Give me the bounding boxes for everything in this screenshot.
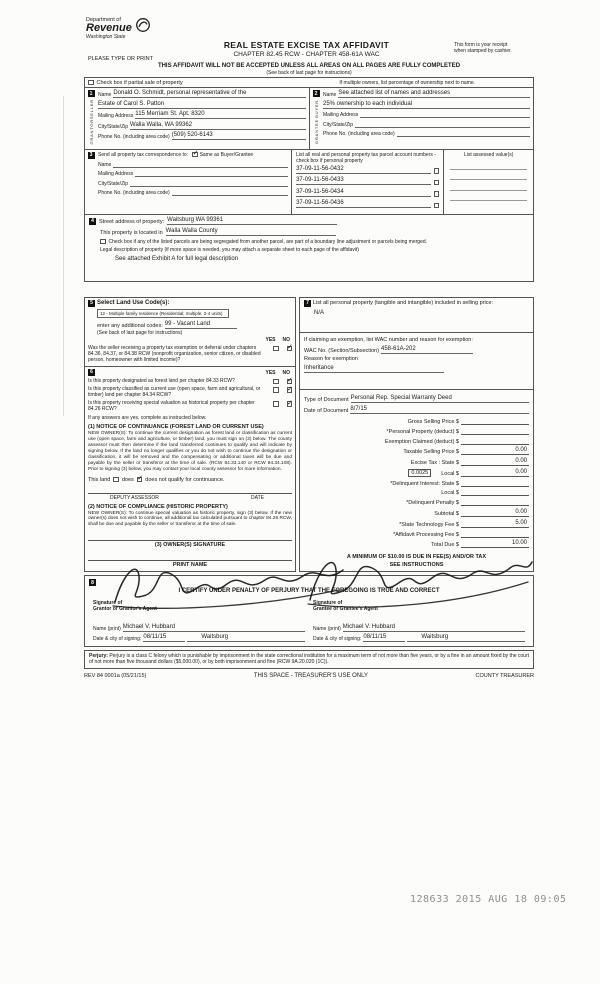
legal-description-value: See attached Exhibit A for full legal description	[115, 255, 239, 262]
corr-phone-value	[172, 189, 288, 196]
grantor-name-print-label: Name (print)	[93, 626, 121, 633]
perjury-lead: Perjury:	[89, 653, 108, 660]
assessed-value-line	[450, 173, 527, 180]
chapter-subtitle: CHAPTER 82.45 RCW - CHAPTER 458-61A WAC	[233, 51, 380, 58]
street-address-label: Street address of property:	[99, 218, 165, 225]
street-address-value: Waitsburg WA 99361	[167, 217, 337, 225]
reason-for-exemption-label: Reason for exemption	[304, 356, 358, 363]
send-correspondence-label: Send all property tax correspondence to:	[98, 151, 189, 158]
seller-section	[85, 88, 309, 149]
seller-city-value: Walla Walla, WA 99362	[130, 122, 306, 130]
taxable-selling-price-label: Taxable Selling Price $	[403, 449, 459, 456]
certification-section	[84, 575, 534, 647]
assessed-value-line	[450, 163, 527, 170]
receipt-note-line1: This form is your receipt	[454, 42, 508, 48]
warning-line: THIS AFFIDAVIT WILL NOT BE ACCEPTED UNLESS ALL AREAS ON ALL PAGES ARE FULLY COMPLETED	[157, 63, 461, 69]
check-icon: ✓	[287, 344, 293, 352]
cashier-receipt-stamp: 128633 2015 AUG 18 09:05	[410, 894, 567, 905]
exemption-claimed-value	[461, 438, 529, 445]
parcel-number-1: 37-09-11-56-0432	[296, 166, 431, 174]
yes-column-label: YES	[265, 369, 276, 376]
wac-number-value: 458-61A-202	[381, 346, 473, 354]
grantor-signing-city: Waitsburg	[187, 634, 305, 642]
seller-side-label: SELLER	[88, 99, 94, 120]
subtotal-label: Subtotal $	[434, 511, 459, 518]
land-use-title: Select Land Use Code(s):	[97, 300, 170, 307]
multiple-owners-note: If multiple owners, list percentage of ownership next to name.	[339, 79, 475, 86]
check-icon: ✓	[287, 377, 293, 385]
delinquent-interest-state-label: *Delinquent Interest: State $	[390, 480, 459, 487]
total-due-value: 10.00	[461, 540, 529, 548]
county-treasurer-label: COUNTY TREASURER	[475, 672, 534, 679]
land-use-section	[84, 297, 296, 367]
grantor-date-city-label: Date & city of signing:	[93, 636, 142, 643]
date-of-document-label: Date of Document	[304, 407, 349, 414]
excise-tax-state-label: Excise Tax : State $	[410, 460, 459, 467]
buyer-city-value	[355, 121, 530, 128]
page-title: REAL ESTATE EXCISE TAX AFFIDAVIT	[223, 40, 390, 50]
current-use-question: Is this property classified as current use (open space, farm and agricultural, or timber) land per chapter 84.34 RCW?	[88, 386, 261, 399]
parcel-1-personal-checkbox[interactable]	[434, 168, 440, 174]
department-of-label: Department of	[86, 17, 121, 23]
seller-city-label: City/State/Zip	[98, 123, 129, 130]
q1-no-checkbox[interactable]	[287, 379, 293, 385]
personal-property-value: N/A	[314, 309, 325, 316]
does-label: does	[121, 476, 134, 483]
form-header	[84, 16, 534, 77]
assessed-value-line	[450, 194, 527, 201]
parcel-row	[296, 166, 439, 174]
buyer-name-value-2: 25% ownership to each individual	[323, 101, 530, 109]
assessed-value-line	[450, 184, 527, 191]
corr-phone-label: Phone No. (including area code)	[98, 190, 170, 197]
grantee-signature-block	[309, 600, 529, 642]
section-8-number: 8	[89, 579, 96, 586]
reet-affidavit-form	[84, 16, 534, 679]
partial-sale-checkbox[interactable]	[88, 80, 94, 86]
buyer-side-label: BUYER	[313, 99, 319, 118]
delinquent-interest-state-value	[461, 480, 529, 487]
seller-phone-value: (509) 520-6143	[172, 132, 306, 140]
corr-name-value	[113, 161, 288, 168]
same-as-buyer-checkbox[interactable]	[192, 152, 198, 158]
grantor-side-label: GRANTOR	[88, 119, 94, 145]
type-of-document-label: Type of Document	[304, 396, 349, 403]
exemption-deferral-question: Was the seller receiving a property tax exemption or deferral under chapters 84.36, 84.37, or 84.38 RCW (nonprofit organization, senior citizen, or disabled person, homeowner with limited income)?	[88, 344, 261, 363]
exemption-claimed-label: Exemption Claimed (deduct) $	[385, 438, 459, 445]
corr-name-label: Name	[98, 161, 112, 168]
check-icon: ✓	[192, 150, 199, 158]
deputy-assessor-label: DEPUTY ASSESSOR	[110, 494, 159, 501]
local-rate-box: 0.0025	[408, 469, 431, 477]
divider	[300, 389, 533, 390]
grantee-side-label: GRANTEE	[313, 119, 319, 144]
seller-buyer-row	[85, 88, 533, 150]
grantor-agent-label: Grantor or Grantor's Agent	[93, 606, 157, 613]
revenue-label: Revenue	[86, 22, 132, 34]
parcel-numbers-header: List all real and personal property tax parcel account numbers - check box if personal property	[296, 151, 436, 164]
delinquent-penalty-value	[461, 499, 529, 506]
seller-side-strip	[86, 90, 96, 147]
grantee-signature-of-label: Signature of	[313, 600, 343, 607]
receipt-note	[454, 42, 534, 54]
excise-tax-local-value: 0.00	[461, 469, 529, 477]
historic-property-question: Is this property receiving special valuation as historical property per chapter 84.26 RCW?	[88, 400, 255, 413]
q-deferral-yes-checkbox[interactable]	[273, 346, 279, 352]
segregated-checkbox[interactable]	[100, 239, 106, 245]
buyer-phone-value	[397, 130, 530, 137]
seller-phone-label: Phone No. (including area code)	[98, 134, 170, 140]
corr-mailing-value	[135, 170, 288, 177]
form-rev-number: REV 84 0001a (05/21/15)	[84, 672, 147, 679]
same-as-buyer-label: Same as Buyer/Grantee	[199, 151, 254, 158]
section-6-number: 6	[88, 369, 95, 376]
parcel-number-2: 37-09-11-56-0433	[296, 177, 431, 185]
additional-codes-value: 99 - Vacant Land	[165, 321, 237, 329]
total-due-label: Total Due $	[431, 542, 459, 549]
wac-number-label: WAC No. (Section/Subsection)	[304, 348, 379, 355]
grantee-agent-label: Grantee or Grantee's Agent	[313, 606, 378, 613]
minimum-fee-note: A MINIMUM OF $10.00 IS DUE IN FEE(S) AND/OR TAX	[346, 554, 487, 561]
located-in-value: Walla Walla County	[166, 228, 336, 236]
lower-columns	[84, 297, 534, 573]
agency-block	[86, 17, 151, 40]
print-name-line	[88, 560, 292, 561]
buyer-name-value: See attached list of names and addresses	[338, 90, 530, 98]
treasurer-space-label: THIS SPACE - TREASURER'S USE ONLY	[253, 672, 369, 679]
buyer-phone-label: Phone No. (including area code)	[323, 131, 395, 137]
grantor-name-print-value: Michael V. Hubbard	[123, 624, 305, 632]
notice-compliance-title: (2) NOTICE OF COMPLIANCE (HISTORIC PROPERTY)	[88, 503, 228, 510]
seller-name-value-2: Estate of Carol S. Patton	[98, 101, 306, 109]
buyer-city-label: City/State/Zip	[323, 121, 354, 128]
divider	[300, 332, 533, 333]
seller-mailing-label: Mailing Address	[98, 113, 134, 119]
subtotal-value: 0.00	[461, 509, 529, 517]
footer-row	[84, 673, 534, 679]
no-column-label: NO	[282, 369, 290, 376]
section-1-number: 1	[88, 90, 95, 97]
section-3-row	[85, 150, 533, 215]
seller-name-value: Donald O. Schmidt, personal representative of the	[113, 90, 306, 98]
forest-land-question: Is this property designated as forest land per chapter 84.33 RCW?	[88, 377, 235, 384]
personal-property-deduct-label: *Personal Property (deduct) $	[386, 428, 459, 435]
print-name-label: PRINT NAME	[172, 562, 208, 569]
deputy-assessor-signature-line	[88, 493, 292, 494]
tax-correspondence-section	[85, 150, 291, 214]
section-4-number: 4	[89, 218, 96, 225]
seller-name-label: Name	[98, 92, 112, 98]
additional-codes-label: enter any additional codes:	[97, 322, 163, 329]
reason-for-exemption-value: Inheritance	[304, 365, 444, 373]
money-rows	[304, 418, 529, 551]
section-3-number: 3	[88, 152, 95, 159]
grantee-name-print-label: Name (print)	[313, 626, 341, 633]
grantor-signature-block	[89, 600, 309, 642]
q2-no-checkbox[interactable]	[287, 387, 293, 393]
gross-selling-price-label: Gross Selling Price $	[407, 418, 459, 425]
legal-description-label: Legal description of property (if more space is needed, you may attach a separate sheet to each page of the affidavit)	[100, 246, 359, 253]
land-use-code-field: 12 - Multiple family residence (Residential; multiple, 2-4 units)	[97, 309, 229, 318]
grantee-name-print-value: Michael V. Hubbard	[343, 624, 525, 632]
type-of-document-value: Personal Rep. Special Warranty Deed	[351, 395, 529, 403]
q3-yes-checkbox[interactable]	[273, 401, 279, 407]
personal-property-deduct-value	[461, 428, 529, 435]
dor-logo-icon	[135, 17, 151, 33]
partial-sale-label: Check box if partial sale of property	[96, 79, 183, 86]
delinquent-interest-local-label: Local $	[441, 490, 459, 497]
receipt-note-line2: when stamped by cashier.	[454, 48, 512, 54]
continuance-does-checkbox[interactable]	[113, 477, 119, 483]
grantee-signing-date: 08/11/15	[363, 634, 405, 642]
buyer-name-label: Name	[323, 92, 337, 98]
corr-mailing-label: Mailing Address	[98, 171, 134, 178]
state-technology-fee-value: 5.00	[461, 520, 529, 528]
assessed-values-section	[443, 150, 533, 214]
type-or-print-label: PLEASE TYPE OR PRINT	[88, 56, 154, 62]
parcel-number-4: 37-09-11-56-0436	[296, 200, 431, 208]
state-technology-fee-label: *State Technology Fee $	[399, 521, 459, 528]
check-icon: ✓	[287, 385, 293, 393]
excise-tax-local-label: Local $	[441, 470, 459, 477]
section-5-number: 5	[88, 300, 95, 307]
see-instructions-note: SEE INSTRUCTIONS	[389, 562, 444, 569]
buyer-mailing-label: Mailing Address	[323, 112, 359, 118]
section-3-strip	[86, 152, 96, 212]
excise-tax-state-value: 0.00	[461, 458, 529, 466]
parcel-row	[296, 200, 439, 208]
assessed-values-header: List assessed value(s)	[463, 151, 514, 158]
q3-no-checkbox[interactable]	[287, 401, 293, 407]
gross-selling-price-value	[461, 418, 529, 425]
segregated-label: Check box if any of the listed parcels are being segregated from another parcel, are part of a boundary line adjustment or parcels being merged.	[108, 238, 428, 245]
q2-yes-checkbox[interactable]	[273, 387, 279, 393]
perjury-body: Perjury is a class C felony which is punishable by imprisonment in the state correctional institution for a maximum term of not more than five years, or by a fine in an amount fixed by the court of not more than five thousand dollars ($5,000.00), or by both imprisonment and fine (RCW 9A.20.020 (1C)).	[89, 653, 530, 666]
notice-continuance-title: (1) NOTICE OF CONTINUANCE (FOREST LAND OR CURRENT USE)	[88, 424, 264, 431]
check-icon: ✓	[137, 475, 144, 483]
legal-description-blank	[89, 262, 529, 277]
if-yes-note: If any answers are yes, complete as instructed below.	[88, 415, 207, 422]
exemption-claim-label: If claiming an exemption, list WAC number and reason for exemption:	[304, 336, 473, 343]
buyer-side-strip	[311, 90, 321, 147]
does-not-label: does not qualify for continuance.	[145, 476, 225, 483]
perjury-notice	[84, 650, 534, 668]
delinquent-penalty-label: *Delinquent Penalty $	[406, 500, 459, 507]
yes-column-label: YES	[265, 336, 276, 343]
notice-continuance-body: NEW OWNER(S): To continue the current designation as forest land or classification as current use (open space, farm and agriculture, or timber) land, you must sign on (3) below. The county assessor must then determine if the land transferred continues to qualify and will indicate by signing below. If the land no longer qualifies or you do not wish to continue the designation or classification, it will be removed and the compensating or additional taxes will be due and payable by the seller or transferor at the time of sale. (RCW 84.33.140 or RCW 84.34.108). Prior to signing (3) below, you may contact your local county assessor for more information.	[88, 431, 292, 472]
owners-signature-label: (3) OWNER(S) SIGNATURE	[154, 542, 226, 549]
parcel-3-personal-checkbox[interactable]	[434, 191, 440, 197]
no-column-label: NO	[282, 336, 290, 343]
personal-property-label: List all personal property (tangible and intangible) included in selling price:	[313, 299, 494, 306]
partial-sale-row	[85, 78, 533, 88]
parcel-numbers-section	[291, 150, 443, 214]
tax-computation-section	[299, 297, 534, 573]
scan-artifact-line	[63, 96, 64, 416]
date-of-document-value: 8/7/15	[350, 406, 529, 414]
q1-yes-checkbox[interactable]	[273, 379, 279, 385]
grantor-signature-of-label: Signature of	[93, 600, 123, 607]
notice-compliance-body: NEW OWNER(S): To continue special valuation as historic property, sign (3) below. If the new owner(s) does not wish to continue, all additional tax calculated pursuant to chapter 84.26 RCW, shall be due and payable by the seller or transferor at the time of sale.	[88, 510, 292, 528]
check-icon: ✓	[287, 399, 293, 407]
continuance-does-not-checkbox[interactable]	[137, 477, 143, 483]
parcel-2-personal-checkbox[interactable]	[434, 180, 440, 186]
taxable-selling-price-value: 0.00	[461, 447, 529, 455]
section-7-number: 7	[304, 300, 311, 307]
buyer-section	[309, 88, 533, 149]
located-in-label: This property is located in	[100, 229, 163, 236]
date-label: DATE	[251, 494, 264, 501]
grantee-date-city-label: Date & city of signing:	[313, 636, 362, 643]
grantor-signing-date: 08/11/15	[143, 634, 185, 642]
affidavit-processing-fee-label: *Affidavit Processing Fee $	[393, 531, 459, 538]
parcel-row	[296, 189, 439, 197]
delinquent-interest-local-value	[461, 489, 529, 496]
corr-city-label: City/State/Zip	[98, 180, 129, 187]
parcel-row	[296, 177, 439, 185]
owners-signature-line	[88, 540, 292, 541]
continuance-section	[84, 366, 296, 573]
section-2-number: 2	[313, 90, 320, 97]
q-deferral-no-checkbox[interactable]	[287, 346, 293, 352]
parcel-number-3: 37-09-11-56-0434	[296, 189, 431, 197]
this-land-label: This land	[88, 476, 111, 483]
certification-statement: I CERTIFY UNDER PENALTY OF PERJURY THAT THE FOREGOING IS TRUE AND CORRECT	[178, 588, 440, 595]
grantee-signing-city: Waitsburg	[407, 634, 525, 642]
buyer-mailing-value	[360, 111, 530, 118]
see-back-note: (See back of last page for instructions)	[266, 70, 352, 76]
corr-city-value	[130, 180, 288, 187]
upper-table	[84, 77, 534, 282]
washington-state-label: Washington State	[86, 34, 126, 40]
affidavit-processing-fee-value	[461, 531, 529, 538]
seller-mailing-value: 115 Merriam St. Apt. 8320	[135, 111, 306, 119]
parcel-4-personal-checkbox[interactable]	[434, 203, 440, 209]
see-back-note-2: (See back of last page for instructions)	[97, 329, 183, 336]
property-section	[85, 215, 533, 281]
